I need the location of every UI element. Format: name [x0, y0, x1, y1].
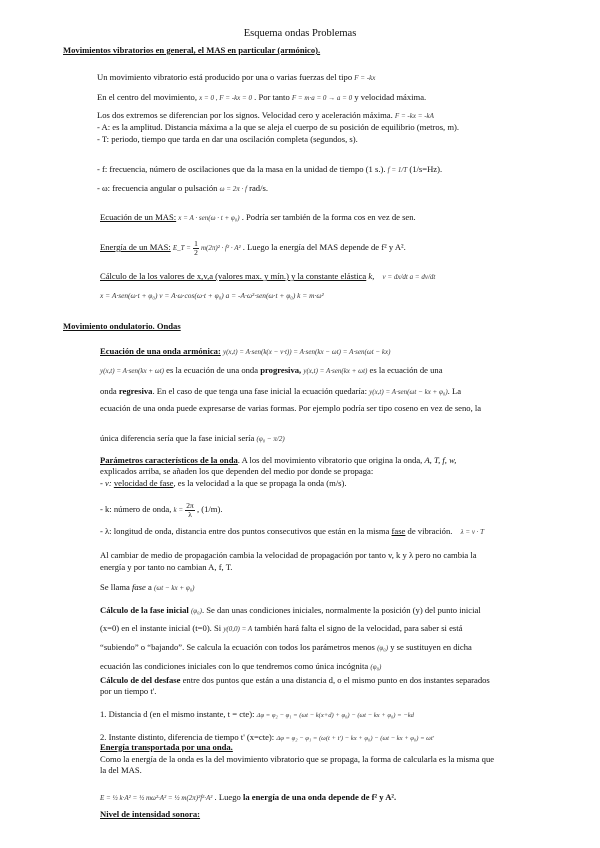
text-span: . Luego la energía del MAS depende de f² y A².	[242, 241, 406, 252]
text-span: también hará falta el signo de la velocidad, para saber si está	[254, 623, 463, 633]
text-line	[100, 793, 396, 803]
text-span: k,	[368, 271, 375, 281]
text-span: y se sustituyen en dicha	[390, 642, 472, 652]
formula: (φ₀)	[377, 644, 389, 652]
label: Cálculo de del desfase	[100, 675, 181, 685]
text-span: la energía de una onda depende de f² y A².	[242, 792, 397, 802]
text-span: regresiva	[118, 386, 153, 396]
formula: Δφ = φ₂ − φ₁ = (ω(t + t') − kx + φ₀) − (ωt − kx + φ₀) = ωt'	[276, 735, 435, 742]
text-span: progresiva,	[260, 365, 302, 375]
text-line	[100, 583, 195, 593]
formula: y(x,t) = A·sen(kx + ωt)	[100, 367, 165, 375]
text-span: Se llama	[100, 582, 130, 592]
formula: (φ₀)	[190, 607, 202, 615]
formula: y(0,0) = A	[223, 625, 253, 633]
text-line	[97, 73, 375, 83]
text-span: - f: frecuencia, número de oscilaciones que da la masa en la unidad de tiempo (1 s.).	[97, 164, 386, 174]
text-span: , (1/m).	[196, 503, 223, 514]
label: Parámetros característicos de la onda	[100, 455, 238, 465]
text-span: velocidad de fase	[113, 478, 174, 488]
text-span: . Se dan unas condiciones iniciales, normalmente la posición (y) del punto inicial	[201, 605, 481, 615]
formula: Δφ = φ₂ − φ₁ = (ωt − k(x+d) + φ₀) − (ωt − kx + φ₀) = −kd	[256, 712, 414, 719]
text-span: onda	[100, 386, 117, 396]
text-line	[100, 240, 406, 256]
text-line: explicados arriba, se añaden los que dependen del medio por donde se propaga:	[100, 466, 374, 476]
formula: y(x,t) = A·sen(kx + ωt)	[303, 367, 368, 375]
formula: F = m·a = 0 → a = 0	[291, 94, 353, 102]
formula: F = -kx	[354, 74, 376, 82]
text-span: y velocidad máxima.	[354, 92, 427, 102]
text-line	[100, 347, 390, 357]
text-span: . Por tanto	[254, 92, 290, 102]
formula: E = ½ k·A² = ½ mω²·A² = ½ m(2π)²f²·A²	[100, 794, 213, 802]
text-span: . La	[447, 386, 462, 396]
subheading-nivel: Nivel de intensidad sonora:	[100, 809, 201, 819]
formula: (φ₀ − π/2)	[256, 435, 285, 443]
text-span: Un movimiento vibratorio está producido por una o varias fuerzas del tipo	[97, 72, 353, 82]
formula: λ = v · T	[460, 528, 485, 536]
fraction	[185, 502, 195, 518]
text-line	[100, 662, 381, 672]
page-title: Esquema ondas Problemas	[243, 28, 357, 39]
text-span: Los dos extremos se diferencian por los signos. Velocidad cero y aceleración máxima.	[97, 110, 393, 120]
text-span: . A los del movimiento vibratorio que origina la onda,	[237, 455, 423, 465]
text-span: En el centro del movimiento,	[97, 92, 197, 102]
text-line: - T: periodo, tiempo que tarda en dar una oscilación completa (segundos, s).	[97, 134, 358, 144]
text-line	[97, 111, 434, 121]
text-line: por un tiempo t'.	[100, 686, 157, 696]
formula: y(x,t) = A·sen(ωt − kx + φ₀)	[369, 388, 448, 396]
text-span: - k: número de onda,	[100, 503, 172, 514]
text-line	[100, 387, 461, 397]
text-line	[100, 272, 435, 282]
label: Cálculo de la fase inicial	[100, 605, 189, 615]
text-line	[100, 434, 285, 444]
fraction-denominator: 2	[194, 247, 198, 257]
text-line	[97, 184, 268, 194]
text-line	[100, 606, 481, 616]
formula: (ωt − kx + φ₀)	[153, 584, 195, 592]
label: Energía de un MAS:	[100, 241, 171, 252]
text-span: “subiendo” o “bajando”. Se calcula la ecuación con todos los parámetros menos	[100, 642, 375, 652]
text-span: 1. Distancia d (en el mismo instante, t = cte):	[100, 709, 255, 719]
text-span: . Luego	[214, 792, 241, 802]
text-span: A, T, f, w,	[424, 455, 457, 465]
formula: m(2π)² · f² · A²	[200, 243, 241, 252]
text-line	[100, 710, 414, 720]
text-span: (1/s=Hz).	[409, 164, 443, 174]
text-span: es la ecuación de una onda	[166, 365, 259, 375]
text-span: - λ: longitud de onda, distancia entre dos puntos consecutivos que están en la misma	[100, 526, 390, 536]
formula: (φ₀)	[370, 663, 382, 671]
text-span: - ω: frecuencia angular o pulsación	[97, 183, 218, 193]
text-span: entre dos puntos que están a una distancia d, o el mismo punto en dos instantes separados	[182, 675, 490, 685]
formula: x = A · sen(ω · t + φ₀)	[178, 214, 240, 222]
formula: F = -kx = -kA	[394, 112, 434, 120]
subheading-energia: Energía transportada por una onda.	[100, 742, 233, 752]
label: Cálculo de la los valores de x,v,a (valores max. y mín.) y la constante elástica	[100, 271, 367, 281]
fraction-denominator: λ	[188, 509, 192, 519]
text-line: la del MAS.	[100, 765, 142, 775]
text-span: - v:	[100, 478, 112, 488]
formula: x = 0 , F = -kx = 0	[199, 94, 253, 102]
formula: y(x,t) = A·sen(k(x − v·t)) = A·sen(kx − ωt) = A·sen(ωt − kx)	[222, 348, 391, 356]
text-line	[100, 527, 484, 537]
text-line	[100, 624, 462, 634]
text-line: Como la energía de la onda es la del movimiento vibratorio que se propaga, la forma de calcularla es la misma que	[100, 754, 495, 764]
text-span: a	[148, 582, 152, 592]
text-line	[100, 366, 443, 376]
text-line	[100, 502, 223, 518]
text-line	[100, 643, 472, 653]
label: Ecuación de un MAS:	[100, 212, 177, 222]
fraction-numerator: 1	[194, 239, 198, 248]
text-span: es la ecuación de una	[369, 365, 443, 375]
text-span: fase	[391, 526, 406, 536]
text-span: rad/s.	[249, 183, 268, 193]
section-heading-mas: Movimientos vibratorios en general, el MAS en particular (armónico).	[63, 45, 321, 55]
text-span: de vibración.	[407, 526, 453, 536]
text-line: energía y por tanto no cambian A, f, T.	[100, 562, 233, 572]
text-line: - A: es la amplitud. Distancia máxima a la que se aleja el cuerpo de su posición de equilibrio (metros, m).	[97, 122, 460, 132]
fraction-numerator: 2π	[186, 501, 194, 510]
text-span: única diferencia sería que la fase inicial sería	[100, 433, 255, 443]
text-line	[97, 93, 426, 103]
text-line: Al cambiar de medio de propagación cambia la velocidad de propagación por tanto v, k y λ pero no cambia la	[100, 550, 477, 560]
text-span: 2. Instante distinto, diferencia de tiempo t' (x=cte):	[100, 732, 275, 742]
formula: v = dx/dt a = dv/dt	[382, 273, 436, 281]
formula: f = 1/T	[387, 166, 408, 174]
text-span: . Podría ser también de la forma cos en vez de sen.	[241, 212, 416, 222]
text-line	[100, 479, 347, 489]
label: Ecuación de una onda armónica:	[100, 346, 221, 356]
text-line	[100, 213, 416, 223]
formula: E_T =	[172, 243, 191, 252]
text-line	[97, 165, 442, 175]
text-span: ecuación las condiciones iniciales con lo que tendremos como única incógnita	[100, 661, 369, 671]
text-span: . En el caso de que tenga una fase inicial la ecuación quedaría:	[152, 386, 367, 396]
text-span: fase	[132, 582, 146, 592]
text-span: (x=0) en el instante inicial (t=0). Si	[100, 623, 222, 633]
fraction	[193, 240, 199, 256]
formula: k =	[173, 505, 184, 514]
section-heading-ondas: Movimiento ondulatorio. Ondas	[63, 321, 181, 331]
text-line: ecuación de una onda puede expresarse de varias formas. Por ejemplo podría ser tipo coseno en vez de seno, la	[100, 403, 482, 413]
text-span: , es la velocidad a la que se propaga la onda (m/s).	[173, 478, 347, 488]
text-line	[100, 456, 456, 466]
formula: ω = 2π · f	[219, 185, 247, 193]
formula-line: x = A·sen(ω·t + φ₀) v = A·ω·cos(ω·t + φ₀) a = -A·ω²·sen(ω·t + φ₀) k = m·ω²	[100, 291, 324, 300]
text-line	[100, 676, 490, 686]
